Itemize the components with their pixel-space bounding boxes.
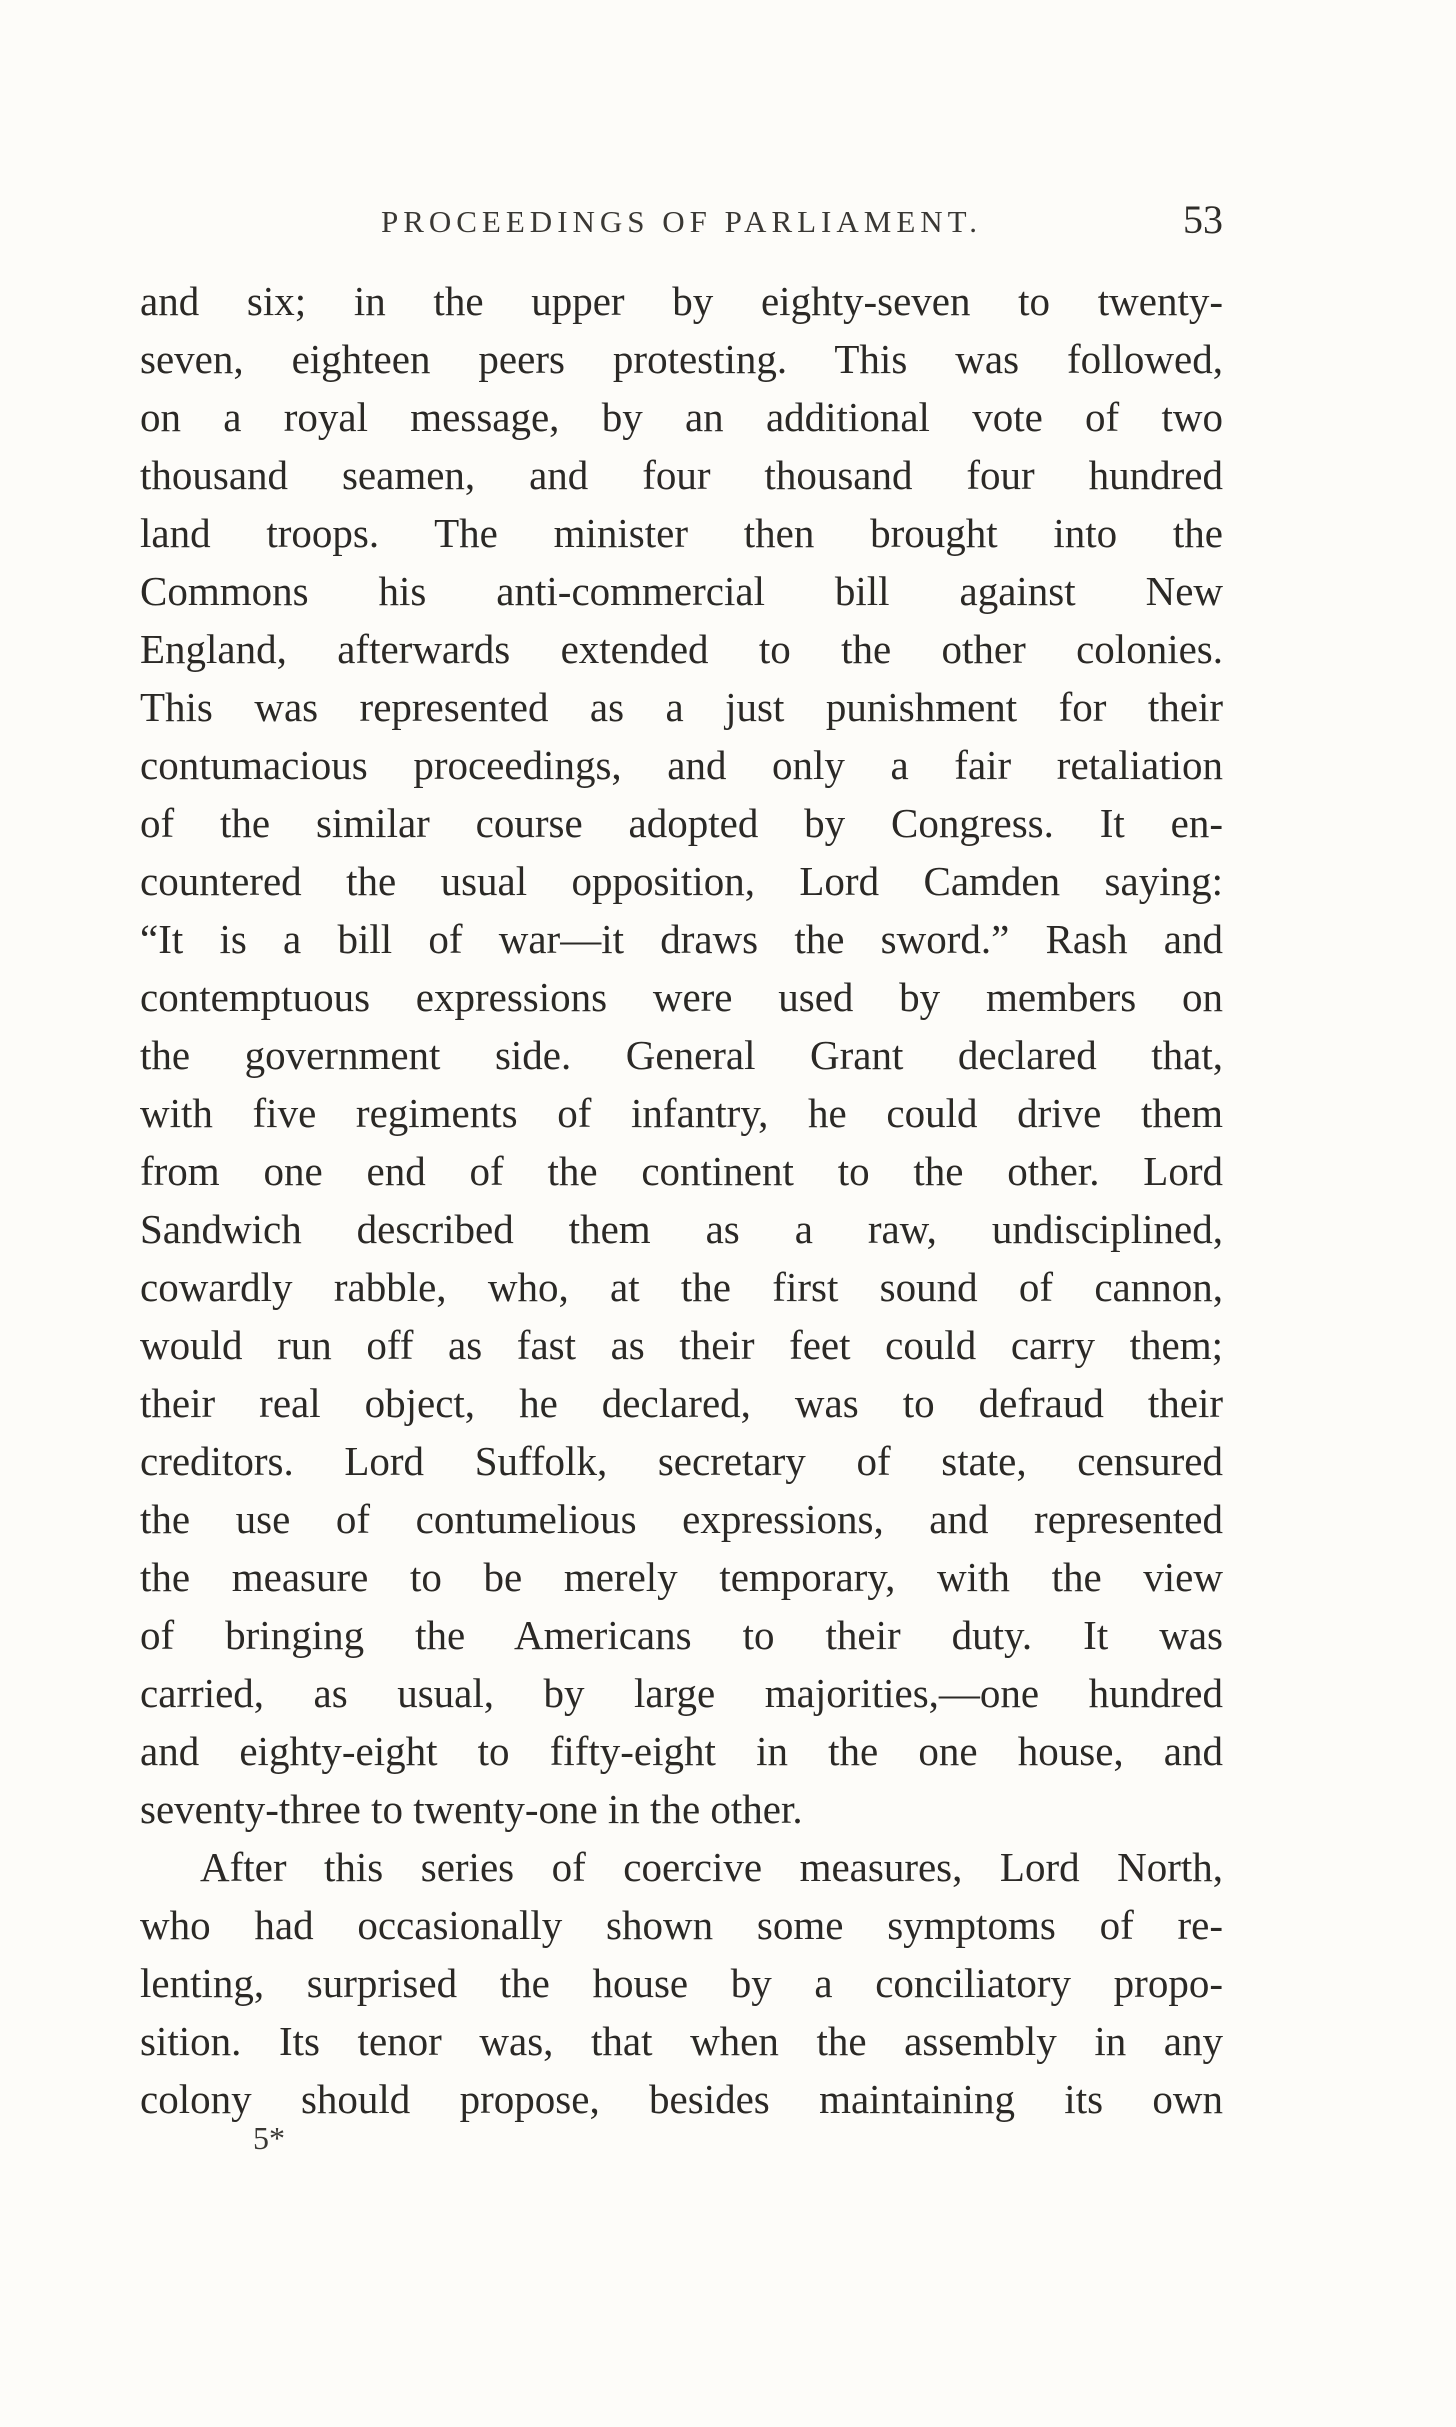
text-line: the government side. General Grant declared that, bbox=[140, 1032, 1223, 1078]
text-line: colony should propose, besides maintaining its own bbox=[140, 2076, 1223, 2122]
text-line: land troops. The minister then brought into the bbox=[140, 510, 1223, 556]
text-line: of the similar course adopted by Congress. It en- bbox=[140, 800, 1223, 846]
text-line: from one end of the continent to the other. Lord bbox=[140, 1148, 1223, 1194]
text-line: who had occasionally shown some symptoms of re- bbox=[140, 1902, 1223, 1948]
text-line: the measure to be merely temporary, with the view bbox=[140, 1554, 1223, 1600]
text-line: with five regiments of infantry, he could drive them bbox=[140, 1090, 1223, 1136]
text-line: their real object, he declared, was to defraud their bbox=[140, 1380, 1223, 1426]
running-title: PROCEEDINGS OF PARLIAMENT. bbox=[380, 204, 983, 239]
signature-mark: 5* bbox=[253, 2120, 285, 2156]
text-line: “It is a bill of war—it draws the sword.” Rash and bbox=[140, 916, 1223, 962]
text-line: contumacious proceedings, and only a fair retaliation bbox=[140, 742, 1223, 788]
text-line: This was represented as a just punishment for their bbox=[140, 684, 1223, 730]
paragraph-first-line: After this series of coercive measures, Lord North, bbox=[200, 1844, 1223, 1890]
text-line: carried, as usual, by large majorities,—one hundred bbox=[140, 1670, 1223, 1716]
text-line: and eighty-eight to fifty-eight in the one house, and bbox=[140, 1728, 1223, 1774]
text-line: of bringing the Americans to their duty. It was bbox=[140, 1612, 1223, 1658]
text-line: thousand seamen, and four thousand four hundred bbox=[140, 452, 1223, 498]
text-line: countered the usual opposition, Lord Camden saying: bbox=[140, 858, 1223, 904]
text-line: would run off as fast as their feet could carry them; bbox=[140, 1322, 1223, 1368]
text-line: creditors. Lord Suffolk, secretary of state, censured bbox=[140, 1438, 1223, 1484]
text-line: lenting, surprised the house by a conciliatory propo- bbox=[140, 1960, 1223, 2006]
text-line: cowardly rabble, who, at the first sound of cannon, bbox=[140, 1264, 1223, 1310]
text-line: Commons his anti-commercial bill against New bbox=[140, 568, 1223, 614]
paragraph-last-line: seventy-three to twenty-one in the other. bbox=[140, 1786, 803, 1832]
text-line: contemptuous expressions were used by members on bbox=[140, 974, 1223, 1020]
text-line: sition. Its tenor was, that when the assembly in any bbox=[140, 2018, 1223, 2064]
page-number: 53 bbox=[1183, 197, 1223, 242]
running-head bbox=[140, 196, 1223, 256]
text-line: Sandwich described them as a raw, undisciplined, bbox=[140, 1206, 1223, 1252]
text-line: the use of contumelious expressions, and represented bbox=[140, 1496, 1223, 1542]
body-text bbox=[140, 272, 1223, 2128]
text-line: on a royal message, by an additional vote of two bbox=[140, 394, 1223, 440]
text-line: seven, eighteen peers protesting. This was followed, bbox=[140, 336, 1223, 382]
text-line: and six; in the upper by eighty-seven to twenty- bbox=[140, 278, 1223, 324]
text-line: England, afterwards extended to the other colonies. bbox=[140, 626, 1223, 672]
